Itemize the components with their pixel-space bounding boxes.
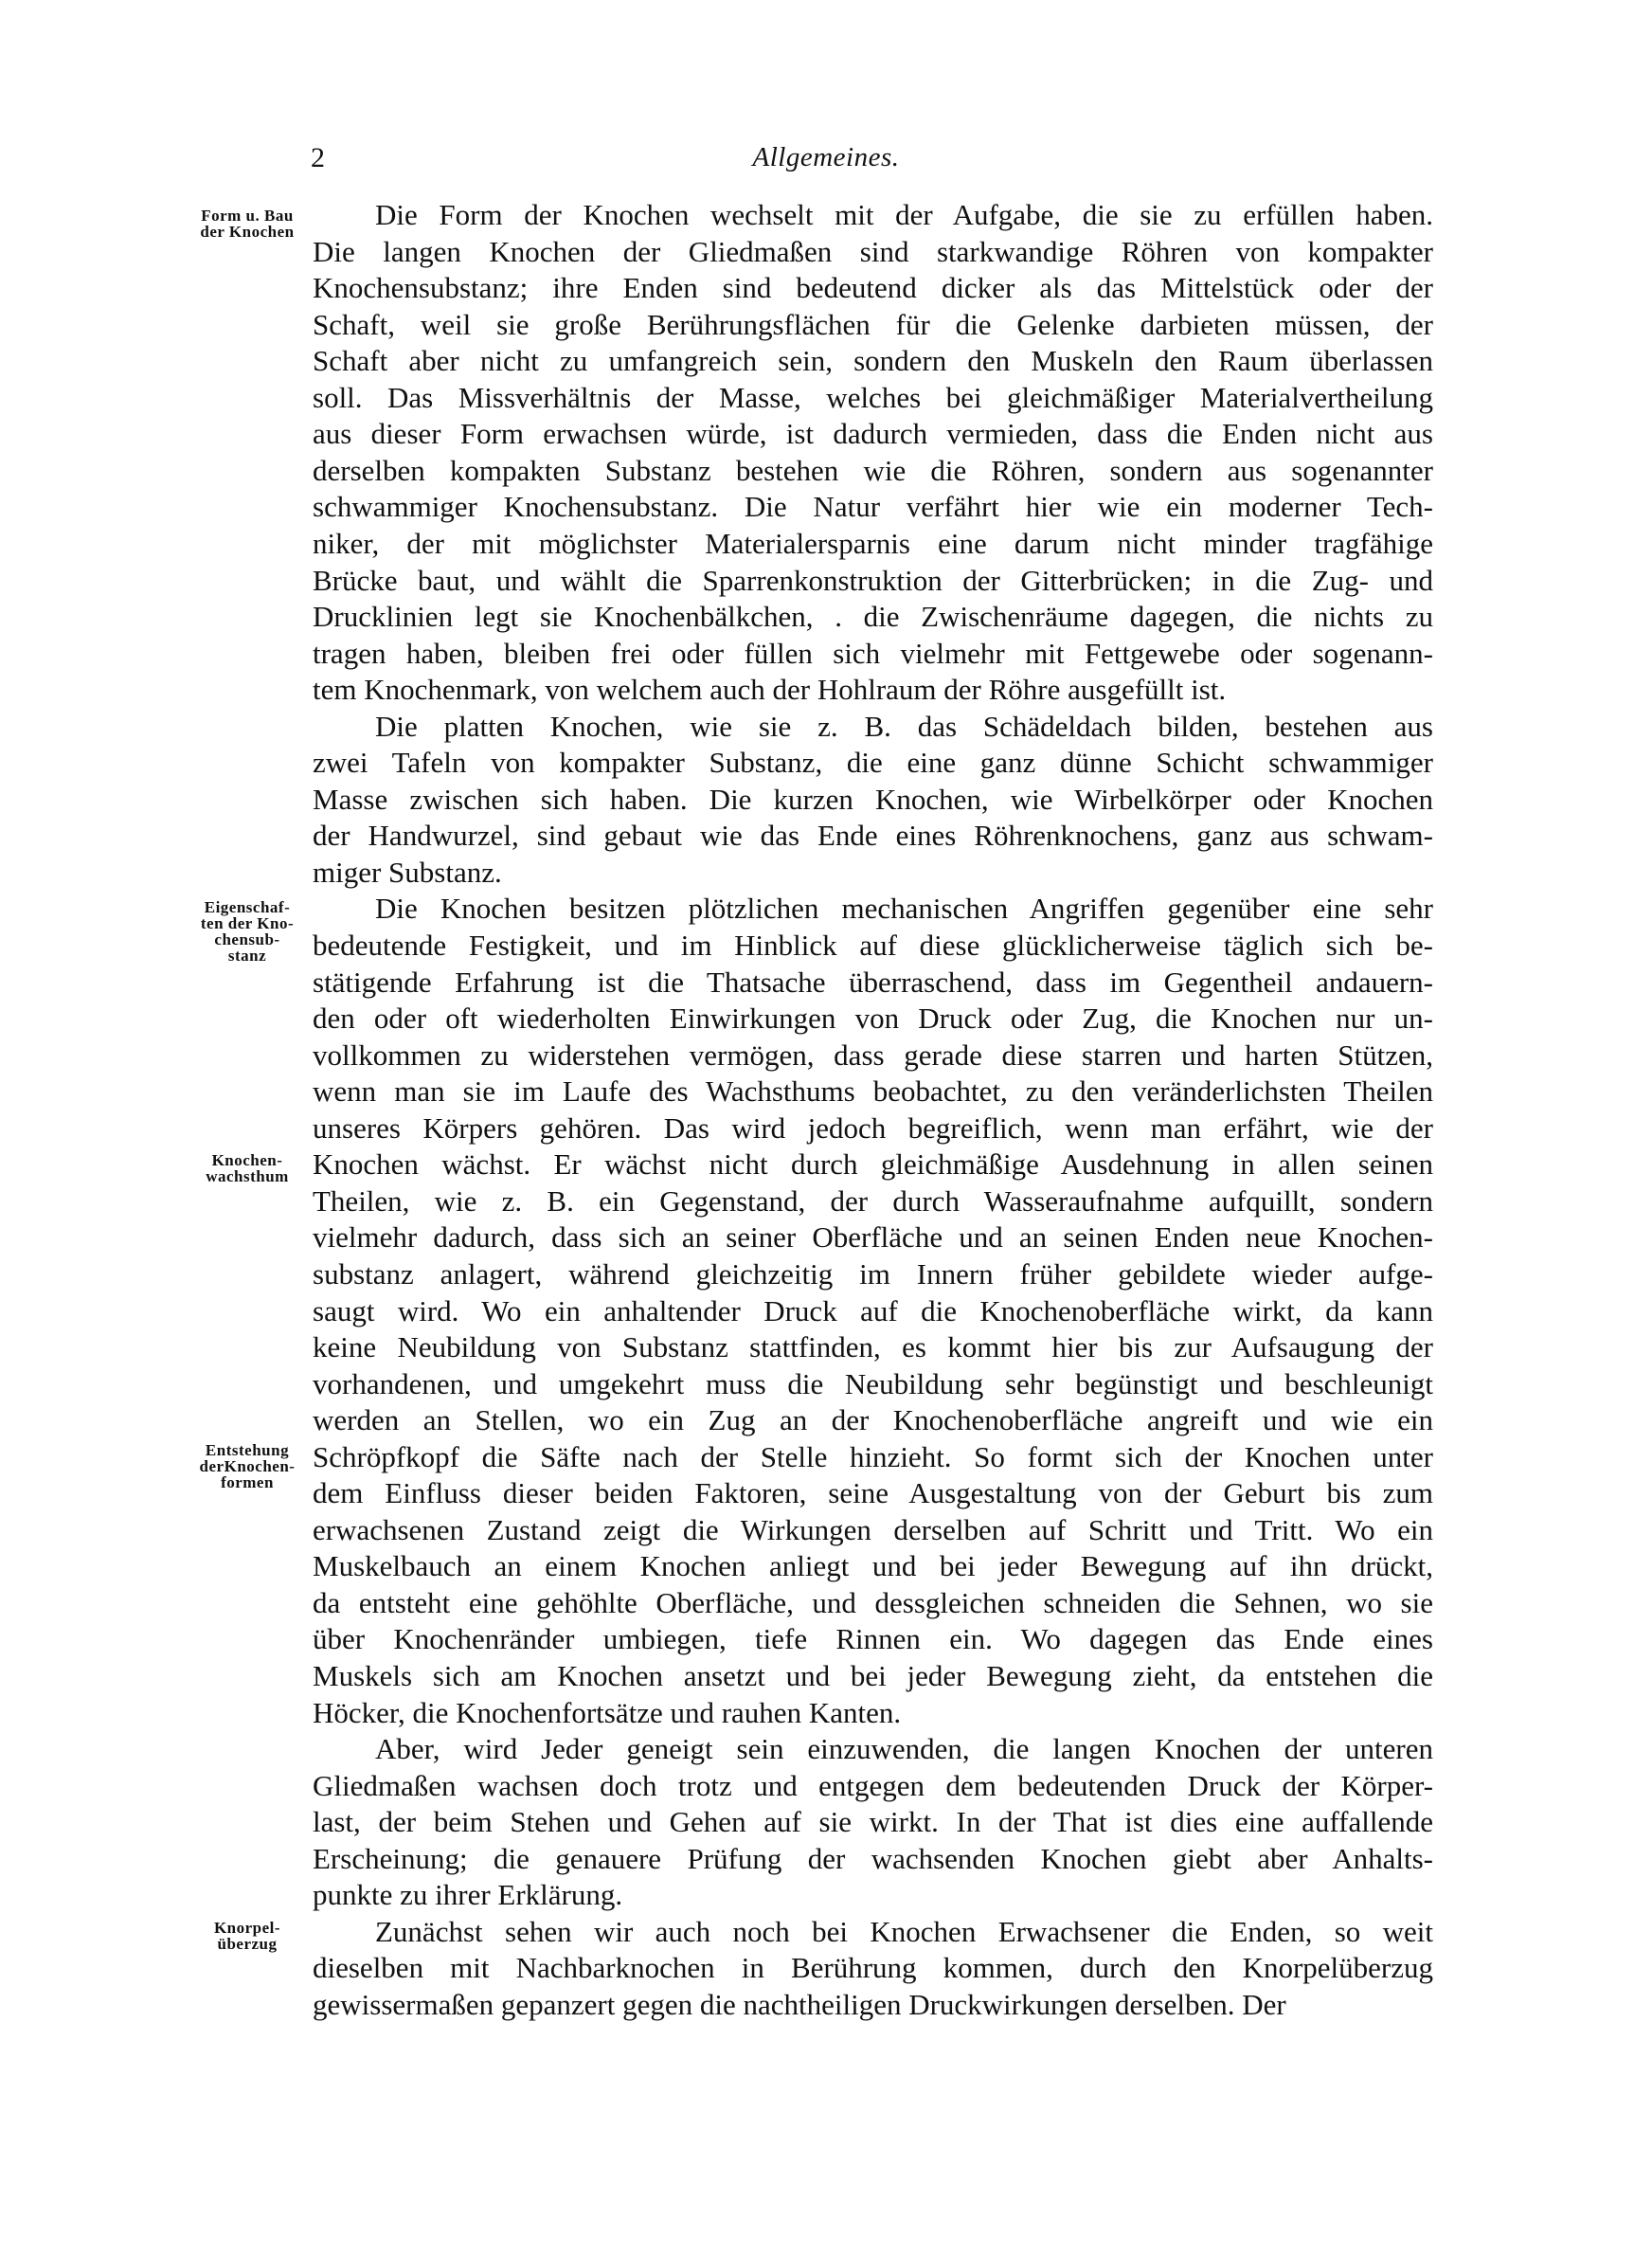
text-line: derselben kompakten Substanz bestehen wie die Röhren, sondern aus sogenannter xyxy=(313,453,1433,487)
text-line: zwei Tafeln von kompakter Substanz, die eine ganz dünne Schicht schwammiger xyxy=(313,746,1433,780)
text-line: Schaft, weil sie große Berührungsflächen für die Gelenke darbieten müssen, der xyxy=(313,307,1433,341)
text-line: punkte zu ihrer Erklärung. xyxy=(313,1878,623,1912)
text-line: Muskelbauch an einem Knochen anliegt und bei jeder Bewegung auf ihn drückt, xyxy=(313,1549,1433,1583)
text-line: bedeutende Festigkeit, und im Hinblick auf diese glücklicherweise täglich sich be- xyxy=(313,929,1433,962)
sidenote-line: Entstehung xyxy=(205,1441,290,1459)
sidenote-line: formen xyxy=(221,1473,274,1491)
sidenote-line: wachsthum xyxy=(206,1167,289,1185)
sidenote-line: derKnochen- xyxy=(199,1457,296,1475)
text-line: dieselben mit Nachbarknochen in Berührung kommen, durch den Knorpelüberzug xyxy=(313,1951,1433,1985)
sidenote-form-bau xyxy=(178,208,316,240)
text-line: erwachsenen Zustand zeigt die Wirkungen derselben auf Schritt und Tritt. Wo ein xyxy=(313,1512,1433,1546)
sidenote-entstehung xyxy=(178,1442,316,1490)
text-line: dem Einfluss dieser beiden Faktoren, seine Ausgestaltung von der Geburt bis zum xyxy=(313,1476,1433,1510)
text-line: vollkommen zu widerstehen vermögen, dass gerade diese starren und harten Stützen, xyxy=(313,1038,1433,1072)
text-line: tem Knochenmark, von welchem auch der Hohlraum der Röhre ausgefüllt ist. xyxy=(313,673,1227,707)
text-line: Die platten Knochen, wie sie z. B. das Schädeldach bilden, bestehen aus xyxy=(375,709,1433,743)
text-line: vorhandenen, und umgekehrt muss die Neubildung sehr begünstigt und beschleunigt xyxy=(313,1366,1433,1400)
sidenote-eigenschaften xyxy=(178,899,316,964)
text-line: soll. Das Missverhältnis der Masse, welches bei gleichmäßiger Materialvertheilung xyxy=(313,380,1433,414)
sidenote-line: ten der Kno- xyxy=(200,914,295,932)
sidenote-line: Eigenschaf- xyxy=(204,898,291,916)
text-line: vielmehr dadurch, dass sich an seiner Oberfläche und an seinen Enden neue Knochen- xyxy=(313,1220,1433,1255)
text-line: keine Neubildung von Substanz stattfinden, es kommt hier bis zur Aufsaugung der xyxy=(313,1330,1433,1363)
text-line: werden an Stellen, wo ein Zug an der Knochenoberfläche angreift und wie ein xyxy=(313,1403,1433,1437)
text-line: last, der beim Stehen und Gehen auf sie wirkt. In der That ist dies eine auffallende xyxy=(313,1805,1433,1839)
text-line: unseres Körpers gehören. Das wird jedoch begreiflich, wenn man erfährt, wie der xyxy=(313,1110,1433,1145)
text-line: Die Form der Knochen wechselt mit der Aufgabe, die sie zu erfüllen haben. xyxy=(375,198,1433,231)
text-line: Die Knochen besitzen plötzlichen mechanischen Angriffen gegenüber eine sehr xyxy=(375,892,1433,926)
text-line: über Knochenränder umbiegen, tiefe Rinnen ein. Wo dagegen das Ende eines xyxy=(313,1622,1433,1656)
text-line: gewissermaßen gepanzert gegen die nachtheiligen Druckwirkungen derselben. Der xyxy=(313,1987,1286,2021)
text-line: da entsteht eine gehöhlte Oberfläche, und dessgleichen schneiden die Sehnen, wo sie xyxy=(313,1585,1433,1619)
text-line: Zunächst sehen wir auch noch bei Knochen Erwachsener die Enden, so weit xyxy=(375,1914,1433,1948)
text-line: den oder oft wiederholten Einwirkungen von Druck oder Zug, die Knochen nur un- xyxy=(313,1002,1433,1036)
sidenote-knorpelueberzug xyxy=(178,1920,316,1952)
text-line: Drucklinien legt sie Knochenbälkchen, . die Zwischenräume dagegen, die nichts zu xyxy=(313,600,1433,633)
text-line: Höcker, die Knochenfortsätze und rauhen Kanten. xyxy=(313,1695,902,1729)
text-line: aus dieser Form erwachsen würde, ist dadurch vermieden, dass die Enden nicht aus xyxy=(313,417,1433,451)
text-line: Gliedmaßen wachsen doch trotz und entgegen dem bedeutenden Druck der Körper- xyxy=(313,1768,1433,1802)
sidenote-line: chensub- xyxy=(214,930,280,948)
running-head: Allgemeines. xyxy=(752,142,900,172)
sidenote-line: überzug xyxy=(217,1935,278,1953)
sidenote-line: Form u. Bau xyxy=(201,207,294,225)
text-line: Knochen wächst. Er wächst nicht durch gleichmäßige Ausdehnung in allen seinen xyxy=(313,1147,1433,1182)
text-line: Muskels sich am Knochen ansetzt und bei jeder Bewegung zieht, da entstehen die xyxy=(313,1659,1433,1692)
text-line: Brücke baut, und wählt die Sparrenkonstruktion der Gitterbrücken; in die Zug- und xyxy=(313,563,1433,597)
page-number: 2 xyxy=(311,142,325,173)
text-line: Masse zwischen sich haben. Die kurzen Knochen, wie Wirbelkörper oder Knochen xyxy=(313,782,1433,816)
text-line: tragen haben, bleiben frei oder füllen sich vielmehr mit Fettgewebe oder sogenann- xyxy=(313,636,1433,670)
text-line: wenn man sie im Laufe des Wachsthums beobachtet, zu den veränderlichsten Theilen xyxy=(313,1074,1433,1109)
sidenote-line: der Knochen xyxy=(200,223,295,241)
text-line: Aber, wird Jeder geneigt sein einzuwenden, die langen Knochen der unteren xyxy=(375,1732,1433,1766)
text-line: Theilen, wie z. B. ein Gegenstand, der durch Wasseraufnahme aufquillt, sondern xyxy=(313,1183,1433,1218)
text-line: Schröpfkopf die Säfte nach der Stelle hinzieht. So formt sich der Knochen unter xyxy=(313,1439,1433,1473)
text-line: saugt wird. Wo ein anhaltender Druck auf die Knochenoberfläche wirkt, da kann xyxy=(313,1293,1433,1327)
text-line: der Handwurzel, sind gebaut wie das Ende eines Röhrenknochens, ganz aus schwam- xyxy=(313,819,1433,853)
text-line: substanz anlagert, während gleichzeitig im Innern früher gebildete wieder aufge- xyxy=(313,1256,1433,1291)
sidenote-knochenwachsthum xyxy=(178,1152,316,1184)
text-line: Schaft aber nicht zu umfangreich sein, sondern den Muskeln den Raum überlassen xyxy=(313,344,1433,378)
text-line: Erscheinung; die genauere Prüfung der wachsenden Knochen giebt aber Anhalts- xyxy=(313,1841,1433,1875)
sidenote-line: Knorpel- xyxy=(213,1919,281,1937)
sidenote-line: stanz xyxy=(227,947,267,965)
text-line: stätigende Erfahrung ist die Thatsache überraschend, dass im Gegentheil andauern- xyxy=(313,965,1433,999)
text-line: miger Substanz. xyxy=(313,855,502,889)
text-line: Die langen Knochen der Gliedmaßen sind starkwandige Röhren von kompakter xyxy=(313,234,1433,268)
text-line: schwammiger Knochensubstanz. Die Natur verfährt hier wie ein moderner Tech- xyxy=(313,490,1433,524)
text-line: niker, der mit möglichster Materialersparnis eine darum nicht minder tragfähige xyxy=(313,527,1433,560)
text-line: Knochensubstanz; ihre Enden sind bedeutend dicker als das Mittelstück oder der xyxy=(313,271,1433,305)
sidenote-line: Knochen- xyxy=(211,1151,283,1169)
